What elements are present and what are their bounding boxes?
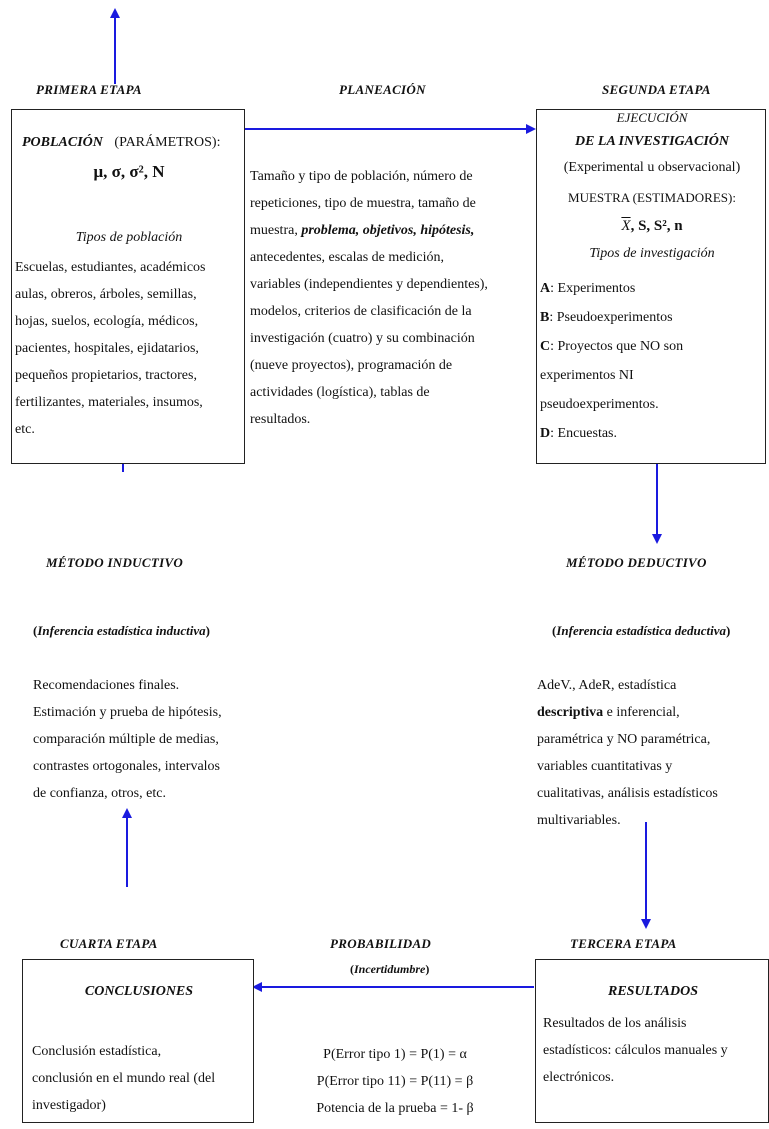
error-tipo-1: P(Error tipo 1) = P(1) = α [323, 1047, 467, 1062]
probabilidades-text [260, 1041, 530, 1122]
ejecucion-line1: EJECUCIÓN [616, 110, 688, 125]
segunda-etapa-label: SEGUNDA ETAPA [602, 82, 711, 97]
metodo-deductivo-label: MÉTODO DEDUCTIVO [566, 555, 707, 570]
tipos-poblacion-title: Tipos de población [75, 230, 183, 245]
cuarta-etapa-label: CUARTA ETAPA [60, 936, 158, 951]
tipo-b: B: Pseudoexperimentos [540, 310, 673, 325]
error-tipo-11: P(Error tipo 11) = P(11) = β [316, 1074, 474, 1089]
metodo-inductivo-label: MÉTODO INDUCTIVO [46, 555, 184, 570]
resultados-box [535, 959, 769, 1123]
planeacion-emphasis: problema, objetivos, hipótesis, [301, 223, 475, 238]
poblacion-list: Escuelas, estudiantes, académicos aulas, obreros, árboles, semillas, hojas, suelos, ecología, médicos, pacientes, hospitales, ejidatarios, pequeños propietarios, tractores, fertilizantes, materiales, insumos, etc. [15, 260, 206, 437]
ejecucion-line3: (Experimental u observacional) [563, 160, 741, 175]
ejecucion-box [536, 109, 766, 464]
ejecucion-line4: MUESTRA (ESTIMADORES): [568, 190, 736, 205]
tipos-investigacion-list: A: Experimentos B: Pseudoexperimentos C: Proyectos que NO son experimentos NI pseudoexperimentos. D: Encuestas. [540, 274, 764, 448]
probabilidad-label: PROBABILIDAD [330, 936, 432, 951]
potencia-prueba: Potencia de la prueba = 1- β [316, 1101, 474, 1116]
tipo-a: A: Experimentos [540, 281, 636, 296]
inferencia-inductiva: (Inferencia estadística inductiva) [33, 623, 210, 638]
resultados-text: Resultados de los análisis estadísticos: cálculos manuales y electrónicos. [543, 1016, 728, 1085]
planeacion-text: Tamaño y tipo de población, número de repeticiones, tipo de muestra, tamaño de muestra, problema, objetivos, hipótesis, antecedentes, escalas de medición, variables (independientes y dependientes), modelos, criterios de clasificación de la investigación (cuatro) y su combinación (nueve proyectos), programación de actividades (logística), tablas de resultados. [250, 169, 488, 427]
estimators: $\overline{X}$, S, S², n [621, 218, 683, 234]
recomendaciones-text: Recomendaciones finales. Estimación y prueba de hipótesis, comparación múltiple de medias, contrastes ortogonales, intervalos de confianza, otros, etc. [33, 678, 222, 801]
inferencia-deductiva: (Inferencia estadística deductiva) [552, 623, 731, 638]
tipo-d: D: Encuestas. [540, 426, 617, 441]
conclusiones-box [22, 959, 254, 1123]
tipo-c: C: Proyectos que NO son [540, 339, 684, 354]
tercera-etapa-label: TERCERA ETAPA [570, 936, 677, 951]
poblacion-title: POBLACIÓN (PARÁMETROS): [22, 135, 221, 150]
planeacion-label: PLANEACIÓN [339, 82, 426, 97]
incertidumbre-label: (Incertidumbre) [350, 962, 430, 976]
conclusiones-text: Conclusión estadística, conclusión en el mundo real (del investigador) [32, 1044, 216, 1113]
tipos-investigacion-title: Tipos de investigación [589, 246, 715, 261]
primera-etapa-label: PRIMERA ETAPA [36, 82, 142, 97]
poblacion-params: μ, σ, σ², N [93, 162, 165, 181]
ejecucion-line2: DE LA INVESTIGACIÓN [574, 134, 730, 149]
adev-text: AdeV., AdeR, estadística descriptiva e inferencial, paramétrica y NO paramétrica, variables cuantitativas y cualitativas, análisis estadísticos multivariables. [537, 678, 718, 828]
resultados-title: RESULTADOS [608, 984, 698, 999]
conclusiones-title: CONCLUSIONES [84, 984, 194, 999]
poblacion-box [11, 109, 245, 464]
